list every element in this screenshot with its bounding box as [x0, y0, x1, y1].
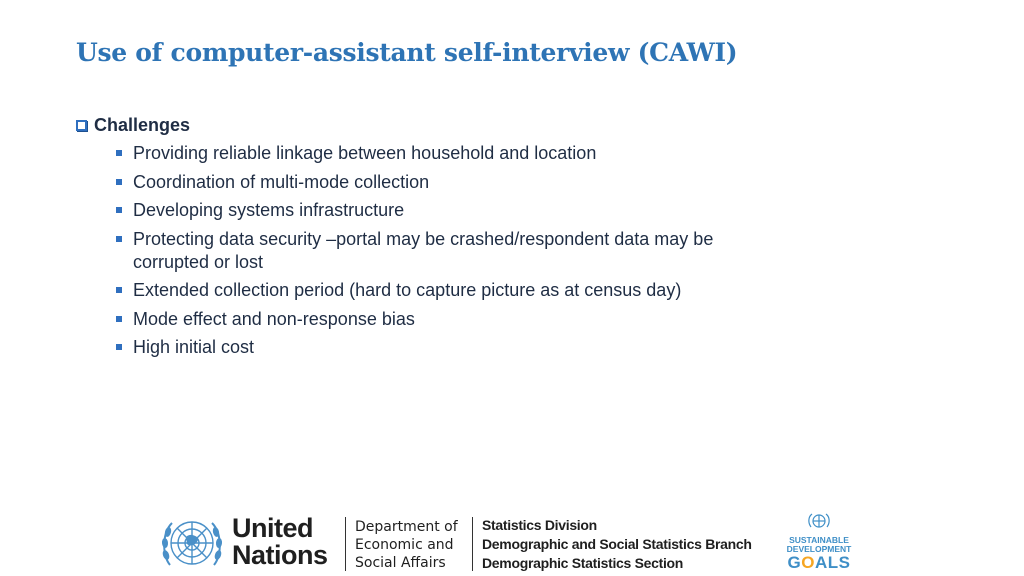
square-bullet-icon: [116, 316, 122, 322]
list-item: [76, 308, 753, 331]
section-heading-label: Challenges: [94, 114, 191, 135]
stat-line-3: Demographic Statistics Section: [482, 555, 684, 571]
list-item-text: Protecting data security –portal may be crashed/respondent data may be corrupted or lost: [133, 228, 714, 272]
stat-line-2: Demographic and Social Statistics Branch: [482, 536, 752, 552]
sdg-goals-rest: ALS: [814, 553, 851, 572]
desa-text: [355, 518, 458, 572]
sdg-line-1: SUSTAINABLE: [789, 535, 849, 545]
sdg-goals-g: G: [787, 553, 802, 572]
list-item: [76, 142, 753, 165]
square-bullet-icon: [116, 150, 122, 156]
square-bullet-icon: [116, 287, 122, 293]
desa-line-1: Department of: [355, 519, 458, 535]
un-wordmark: [232, 515, 328, 569]
challenges-section: [76, 114, 776, 365]
checkbox-bullet-icon: [76, 120, 87, 131]
sdg-goals-wordmark: [784, 554, 854, 572]
stat-line-1: Statistics Division: [482, 517, 597, 533]
desa-line-3: Social Affairs: [355, 555, 446, 571]
sdg-emblem-icon: [808, 511, 830, 531]
challenge-list: [76, 142, 776, 359]
section-heading: [76, 114, 776, 136]
footer: [0, 505, 1024, 576]
list-item-text: Coordination of multi-mode collection: [133, 171, 430, 192]
list-item-text: Extended collection period (hard to capture picture as at census day): [133, 280, 682, 300]
slide-title: Use of computer-assistant self-interview (CAWI): [76, 38, 738, 67]
un-line-2: Nations: [232, 540, 328, 570]
desa-line-2: Economic and: [355, 537, 454, 553]
list-item: [76, 279, 753, 302]
divider: [345, 517, 346, 571]
list-item-text: Mode effect and non-response bias: [133, 308, 415, 329]
list-item: [76, 199, 753, 222]
un-emblem-icon: [160, 515, 224, 573]
list-item-text: High initial cost: [133, 337, 255, 357]
sdg-goals-o: O: [801, 553, 815, 572]
square-bullet-icon: [116, 207, 122, 213]
square-bullet-icon: [116, 236, 122, 242]
square-bullet-icon: [116, 344, 122, 350]
statistics-division-text: [482, 516, 752, 573]
un-line-1: United: [232, 513, 313, 543]
divider: [472, 517, 473, 571]
list-item: [76, 336, 753, 359]
list-item: [76, 171, 753, 194]
list-item: [76, 228, 753, 274]
list-item-text: Developing systems infrastructure: [133, 200, 405, 220]
sdg-logo: [784, 511, 854, 572]
square-bullet-icon: [116, 179, 122, 185]
list-item-text: Providing reliable linkage between household and location: [133, 143, 597, 163]
sdg-line-2: DEVELOPMENT: [786, 544, 852, 554]
